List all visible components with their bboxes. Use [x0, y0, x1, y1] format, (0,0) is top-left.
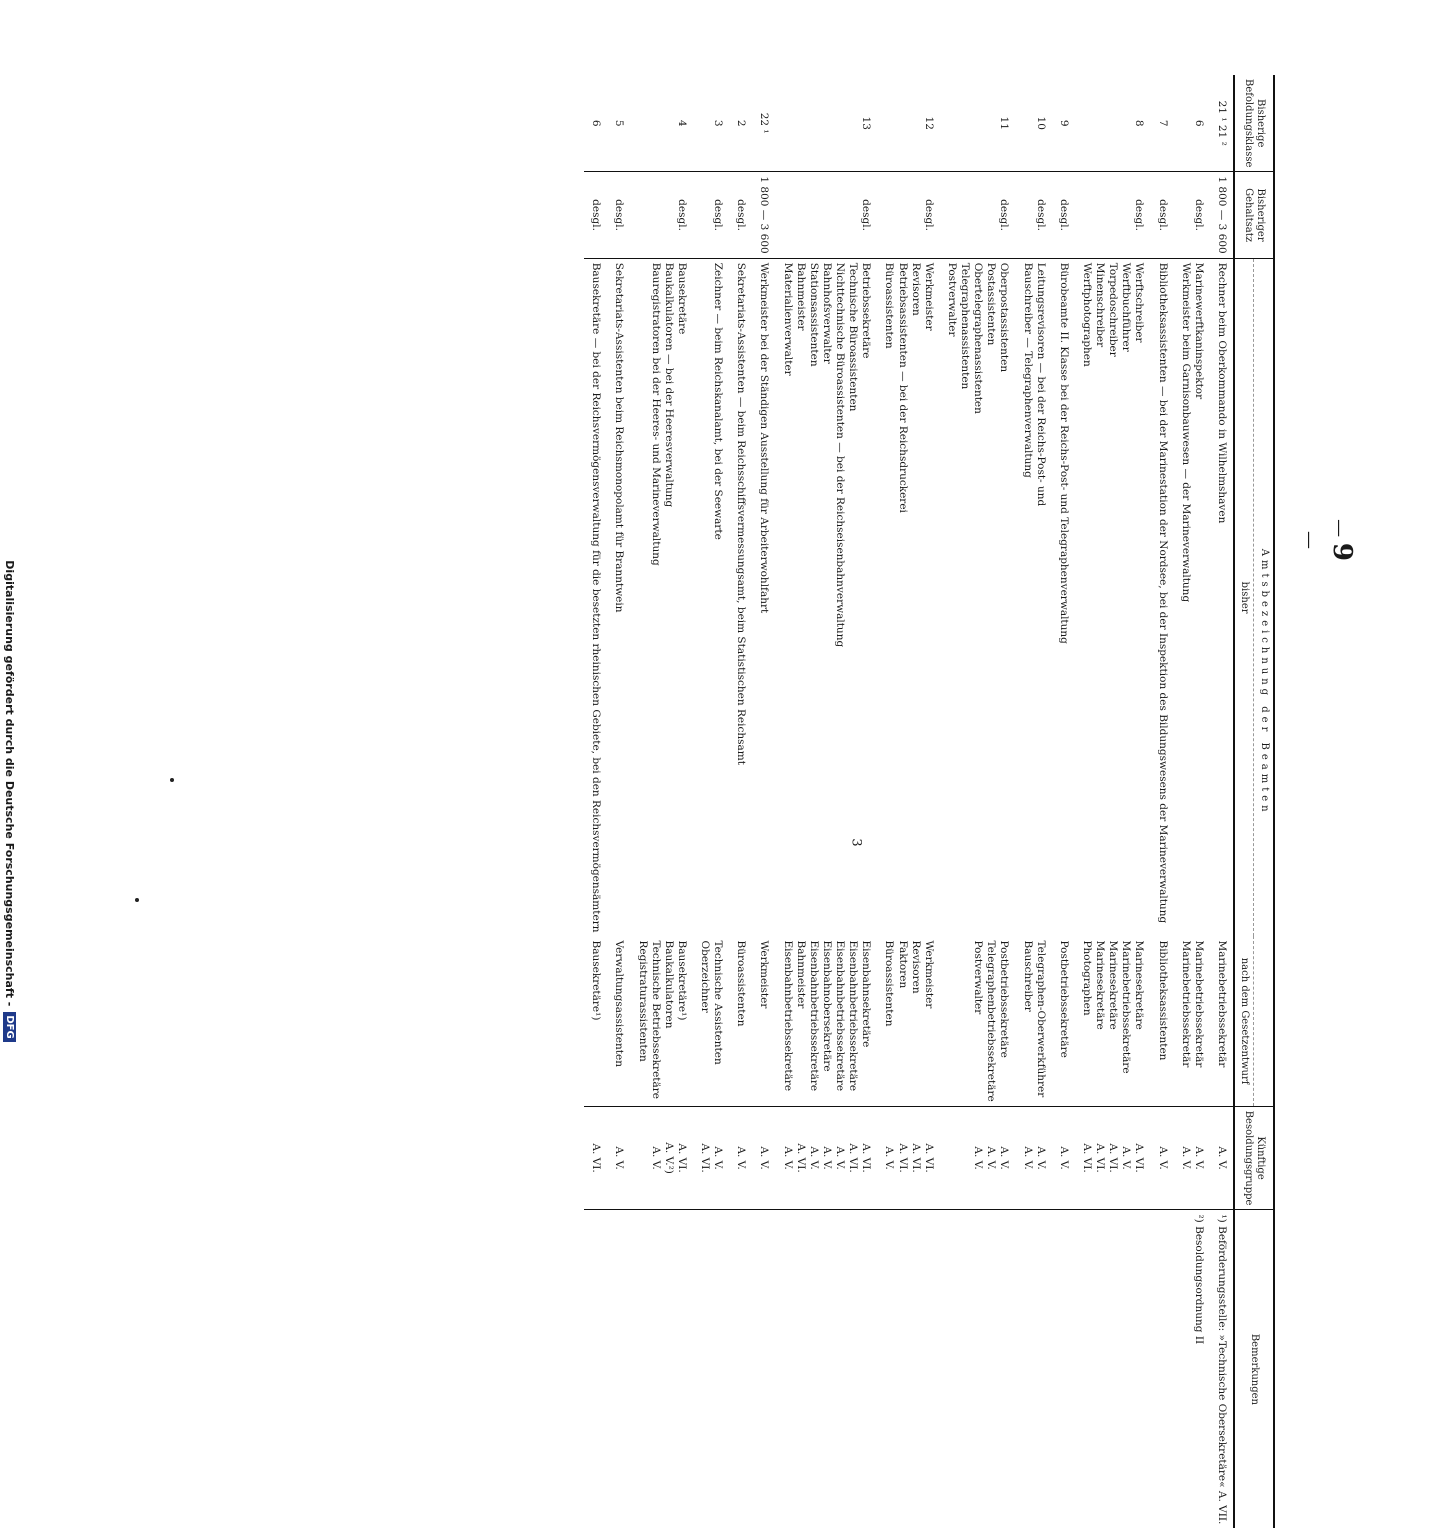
cell-group-line: A. VI.: [1094, 1143, 1107, 1173]
table-row: [940, 75, 1016, 1528]
cell-previous-title: [752, 258, 775, 936]
cell-previous-title-line: Technische Büroassistenten: [847, 262, 860, 412]
cell-remarks: [1016, 1210, 1052, 1528]
cell-salary-line: 1 800 — 3 600: [1216, 176, 1228, 254]
cell-previous-title-line: Bauschreiber — Telegraphenverwaltung: [1021, 262, 1034, 478]
cell-previous-title: [1174, 258, 1210, 936]
cell-class-line: 12: [922, 116, 935, 130]
cell-previous-title-line: Werkmeister beim Garnisonbauwesen — der Marineverwaltung: [1179, 262, 1192, 603]
cell-remarks: [1210, 1210, 1234, 1528]
cell-previous-title-line: Postverwalter: [946, 262, 958, 337]
table-row: [693, 75, 729, 1528]
cell-previous-title-line: Werkmeister bei der Ständigen Ausstellung für Arbeiterwohlfahrt: [758, 262, 771, 614]
cell-group-line: A. VI.: [1081, 1143, 1093, 1173]
cell-group-line: A. V.: [807, 1146, 820, 1170]
page-number: — 9 —: [1299, 519, 1357, 561]
cell-new-title-line: Marinebetriebssekretär: [1179, 940, 1192, 1068]
cell-group: [776, 1106, 878, 1210]
cell-group-line: A. V.: [1216, 1146, 1228, 1170]
cell-new-title-line: Bibliotheksassistenten: [1156, 940, 1169, 1061]
cell-new-title-line: Eisenbahnbetriebssekretäre: [781, 940, 794, 1092]
cell-class-line: 21 ¹ 21 ²: [1216, 100, 1228, 146]
cell-salary-line: desgl.: [1057, 199, 1070, 231]
page-number-value: 9: [1327, 542, 1357, 561]
cell-group: [940, 1106, 1016, 1210]
cell-previous-title-line: Baukalkulatoren — bei der Heeresverwaltung: [662, 262, 675, 508]
table-row: [631, 75, 694, 1528]
cell-salary-line: desgl.: [735, 199, 748, 231]
cell-new-title: [729, 936, 752, 1106]
table-row: [1174, 75, 1210, 1528]
cell-new-title-line: Marinesekretäre: [1133, 940, 1146, 1030]
cell-new-title: [1052, 936, 1075, 1106]
cell-group-line: A. V.: [1034, 1146, 1047, 1170]
cell-remarks: [584, 1210, 607, 1528]
table-row: [1052, 75, 1075, 1528]
cell-group-line: A. V.: [735, 1146, 748, 1170]
cell-class-line: 3: [712, 119, 725, 127]
table-row: [607, 75, 630, 1528]
cell-new-title-line: Marinebetriebssekretär: [1192, 940, 1205, 1068]
cell-group-line: A. V.²): [662, 1142, 675, 1174]
cell-new-title-line: Marinesekretäre: [1107, 940, 1120, 1030]
cell-class: [1075, 75, 1151, 172]
cell-new-title-line: Postverwalter: [972, 940, 985, 1015]
table-row: [776, 75, 878, 1528]
funding-note: [0, 303, 20, 1299]
cell-group-line: A. VI.: [1133, 1143, 1146, 1173]
cell-new-title: [607, 936, 630, 1106]
cell-new-title-line: Registraturassistenten: [636, 940, 649, 1062]
cell-group: [752, 1106, 775, 1210]
cell-previous-title-line: Betriebsassistenten — bei der Reichsdruckerei: [896, 262, 909, 513]
cell-group: [1151, 1106, 1174, 1210]
cell-salary: [1151, 172, 1174, 258]
table-row: [752, 75, 775, 1528]
cell-class-line: 11: [998, 116, 1011, 130]
cell-previous-title: [1016, 258, 1052, 936]
cell-class: [1016, 75, 1052, 172]
cell-group-line: A. VI.: [1107, 1143, 1120, 1173]
cell-salary: [877, 172, 940, 258]
cell-salary-line: desgl.: [613, 199, 626, 231]
cell-class: [631, 75, 694, 172]
cell-group: [1174, 1106, 1210, 1210]
cell-previous-title-line: Leitungsrevisoren — bei der Reichs-Post- und: [1034, 262, 1047, 507]
cell-group-line: A. VI.: [847, 1143, 860, 1173]
cell-new-title: [1075, 936, 1151, 1106]
cell-group-line: A. VI.: [896, 1143, 909, 1173]
cell-remarks: [940, 1210, 1016, 1528]
cell-new-title-line: Marinebetriebssekretär: [1216, 940, 1228, 1068]
cell-salary: [1075, 172, 1151, 258]
cell-group-line: A. V.: [1156, 1146, 1169, 1170]
cell-new-title-line: Postbetriebssekretäre: [1057, 940, 1070, 1058]
cell-class-line: 22 ¹: [758, 112, 771, 134]
cell-salary-line: desgl.: [590, 199, 603, 231]
col-header-title: Amtsbezeichnung der Beamten: [1254, 258, 1274, 1106]
cell-previous-title-line: Minenschreiber: [1094, 262, 1107, 348]
cell-salary-line: desgl.: [860, 199, 873, 231]
cell-remarks: [776, 1210, 878, 1528]
cell-remarks: [1174, 1210, 1210, 1528]
cell-group: [729, 1106, 752, 1210]
cell-previous-title-line: Büroassistenten: [883, 262, 896, 349]
cell-class: [1052, 75, 1075, 172]
cell-new-title: [1174, 936, 1210, 1106]
cell-salary-line: desgl.: [1034, 199, 1047, 231]
cell-new-title-line: Technische Assistenten: [712, 940, 725, 1065]
cell-new-title-line: Werkmeister: [922, 940, 935, 1009]
cell-new-title-line: Technische Betriebssekretäre: [649, 940, 662, 1099]
document-table-area: [175, 75, 1275, 1525]
cell-remarks: [729, 1210, 752, 1528]
cell-class: [584, 75, 607, 172]
col-header-salary: Bisheriger Gehaltsatz: [1234, 172, 1274, 258]
cell-new-title-line: Büroassistenten: [883, 940, 896, 1027]
cell-group-line: A. V.: [883, 1146, 896, 1170]
cell-class-line: 7: [1156, 119, 1169, 127]
cell-new-title-line: Marinebetriebssekretäre: [1120, 940, 1133, 1074]
cell-class-line: 13: [860, 116, 873, 130]
cell-remarks: [1052, 1210, 1075, 1528]
cell-class: [607, 75, 630, 172]
cell-remarks: [877, 1210, 940, 1528]
table-row: [877, 75, 940, 1528]
cell-previous-title-line: Betriebssekretäre: [860, 262, 873, 359]
cell-previous-title: [776, 258, 878, 936]
cell-new-title: [631, 936, 694, 1106]
cell-new-title-line: Werkmeister: [758, 940, 771, 1009]
cell-remarks: [1151, 1210, 1174, 1528]
cell-new-title-line: Marinesekretäre: [1094, 940, 1107, 1030]
cell-previous-title: [584, 258, 607, 936]
cell-new-title-line: Telegraphenbetriebssekretäre: [985, 940, 998, 1102]
cell-salary: [1052, 172, 1075, 258]
cell-new-title-line: Eisenbahnobersekretäre: [821, 940, 833, 1072]
salary-table: [584, 75, 1275, 1528]
cell-previous-title-line: Rechner beim Oberkommando in Wilhelmshaven: [1216, 262, 1228, 524]
cell-group-line: A. V.: [1192, 1146, 1205, 1170]
cell-group: [1075, 1106, 1151, 1210]
cell-new-title-line: Photographen: [1081, 940, 1093, 1016]
cell-class-line: 9: [1057, 119, 1070, 127]
cell-new-title-line: Baukalkulatoren: [662, 940, 675, 1029]
table-body: [584, 75, 1234, 1528]
cell-salary: [607, 172, 630, 258]
cell-group-line: A. V.: [613, 1146, 626, 1170]
cell-previous-title-line: Obertelegraphenassistenten: [972, 262, 985, 414]
cell-class: [1210, 75, 1234, 172]
ink-dot: [135, 898, 139, 902]
dfg-logo: DFG: [4, 1012, 17, 1041]
cell-new-title-line: Bausekretäre¹): [676, 940, 688, 1021]
cell-new-title: [693, 936, 729, 1106]
cell-class: [693, 75, 729, 172]
cell-class-line: 2: [735, 119, 748, 127]
cell-class: [752, 75, 775, 172]
cell-previous-title-line: Marinewerftkaninspektor: [1192, 262, 1205, 400]
cell-previous-title-line: Bausekretäre — bei der Reichsvermögensverwaltung für die besetzten rheinischen Gebiete, bei den Reichsvermögensämtern: [590, 262, 603, 933]
cell-remarks: [693, 1210, 729, 1528]
cell-previous-title: [1210, 258, 1234, 936]
cell-class-line: 10: [1034, 116, 1047, 130]
cell-group: [693, 1106, 729, 1210]
cell-group-line: A. V.: [649, 1146, 662, 1170]
cell-salary-line: desgl.: [1192, 199, 1205, 231]
cell-previous-title-line: Zeichner — beim Reichskanalamt, bei der Seewarte: [712, 262, 725, 540]
table-row: [1016, 75, 1052, 1528]
cell-previous-title-line: Bibliotheksassistenten — bei der Marinestation der Nordsee, bei der Inspektion des Bildungswesens der Marineverwaltung: [1156, 262, 1169, 924]
cell-group-line: A. V.: [1021, 1146, 1034, 1170]
cell-previous-title: [631, 258, 694, 936]
cell-previous-title-line: Oberpostassistenten: [998, 262, 1011, 373]
cell-previous-title-line: Werftphotographen: [1081, 262, 1093, 367]
cell-new-title-line: Bausekretäre¹): [590, 940, 603, 1021]
cell-previous-title: [1075, 258, 1151, 936]
col-header-group: Künftige Besoldungsgruppe: [1234, 1106, 1274, 1210]
cell-new-title-line: Eisenbahnsekretäre: [860, 940, 873, 1048]
col-header-remarks: Bemerkungen: [1234, 1210, 1274, 1528]
cell-salary: [693, 172, 729, 258]
rotated-page-content: [175, 75, 1275, 1525]
cell-group: [1052, 1106, 1075, 1210]
cell-class-line: 5: [613, 119, 626, 127]
cell-new-title: [1210, 936, 1234, 1106]
cell-class: [1174, 75, 1210, 172]
cell-salary-line: desgl.: [712, 199, 725, 231]
cell-previous-title-line: Werkmeister: [922, 262, 935, 331]
cell-salary: [940, 172, 1016, 258]
cell-previous-title-line: Werftbuchführer: [1120, 262, 1133, 352]
cell-group-line: A. V.: [781, 1146, 794, 1170]
cell-previous-title-line: Torpedoschreiber: [1107, 262, 1120, 357]
cell-group: [607, 1106, 630, 1210]
cell-class-line: 4: [676, 119, 688, 127]
cell-salary-line: desgl.: [1156, 199, 1169, 231]
col-header-class: Bisherige Befoldungsklasse: [1234, 75, 1274, 172]
cell-previous-title-line: Stationsassistenten: [807, 262, 820, 367]
cell-new-title-line: Faktoren: [896, 940, 909, 989]
cell-group: [631, 1106, 694, 1210]
cell-class: [776, 75, 878, 172]
cell-new-title-line: Eisenbahnbetriebssekretäre: [807, 940, 820, 1092]
col-header-previous: bisher: [1234, 258, 1254, 936]
cell-group-line: A. VI.: [699, 1143, 712, 1173]
cell-group-line: A. V.: [821, 1146, 833, 1170]
cell-salary-line: 1 800 — 3 600: [758, 176, 771, 254]
cell-previous-title-line: Bahnhofsverwalter: [821, 262, 833, 364]
cell-previous-title: [877, 258, 940, 936]
cell-previous-title: [607, 258, 630, 936]
cell-group-line: A. V.: [834, 1146, 847, 1170]
cell-previous-title: [729, 258, 752, 936]
table-row: [1210, 75, 1234, 1528]
table-row: [729, 75, 752, 1528]
cell-group-line: A. VI.: [794, 1143, 807, 1173]
ink-dot: [170, 778, 174, 782]
cell-group-line: A. V.: [985, 1146, 998, 1170]
cell-new-title-line: Telegraphen-Oberwerkführer: [1034, 940, 1047, 1098]
cell-group-line: A. VI.: [860, 1143, 873, 1173]
cell-group-line: A. VI.: [922, 1143, 935, 1173]
cell-new-title: [877, 936, 940, 1106]
cell-group-line: A. V.: [1179, 1146, 1192, 1170]
cell-group-line: A. VI.: [590, 1143, 603, 1173]
cell-group: [584, 1106, 607, 1210]
cell-new-title: [1016, 936, 1052, 1106]
cell-group-line: A. V.: [1120, 1146, 1133, 1170]
table-row: [1151, 75, 1174, 1528]
cell-previous-title-line: Revisoren: [909, 262, 922, 316]
cell-previous-title-line: Bahnmeister: [794, 262, 807, 331]
cell-new-title-line: Bauschreiber: [1021, 940, 1034, 1012]
cell-group-line: A. V.: [1057, 1146, 1070, 1170]
cell-salary-line: desgl.: [676, 199, 688, 231]
cell-new-title-line: Eisenbahnbetriebssekretäre: [847, 940, 860, 1092]
cell-new-title: [776, 936, 878, 1106]
cell-group: [877, 1106, 940, 1210]
cell-group: [1210, 1106, 1234, 1210]
cell-previous-title-line: Materialienverwalter: [781, 262, 794, 376]
cell-class-line: 6: [1192, 119, 1205, 127]
cell-remarks: [607, 1210, 630, 1528]
cell-group-line: A. VI.: [909, 1143, 922, 1173]
cell-remarks: [1075, 1210, 1151, 1528]
cell-previous-title-line: Sekretariats-Assistenten — beim Reichsschiffsvermessungsamt, beim Statistischen Reichsamt: [735, 262, 748, 765]
cell-new-title-line: Eisenbahnbetriebssekretäre: [834, 940, 847, 1092]
cell-new-title-line: Postbetriebssekretäre: [998, 940, 1011, 1058]
cell-previous-title-line: Bürobeamte II. Klasse bei der Reichs-Post- und Telegraphenverwaltung: [1057, 262, 1070, 644]
cell-group-line: A. V.: [712, 1146, 725, 1170]
cell-class-line: 8: [1133, 119, 1146, 127]
cell-new-title-line: Bahnmeister: [794, 940, 807, 1009]
cell-salary: [1174, 172, 1210, 258]
cell-remarks-line: ¹) Beförderungsstelle: »Technische Obersekretäre« A. VII.: [1216, 1214, 1228, 1525]
cell-group-line: A. V.: [998, 1146, 1011, 1170]
cell-class: [729, 75, 752, 172]
cell-previous-title-line: Bausekretäre: [676, 262, 688, 335]
cell-salary-line: desgl.: [998, 199, 1011, 231]
cell-salary: [584, 172, 607, 258]
cell-salary-line: desgl.: [922, 199, 935, 231]
cell-new-title: [584, 936, 607, 1106]
cell-new-title-line: Verwaltungsassistenten: [613, 940, 626, 1067]
cell-salary: [729, 172, 752, 258]
cell-previous-title-line: Postassistenten: [985, 262, 998, 346]
cell-previous-title: [1052, 258, 1075, 936]
cell-remarks: [752, 1210, 775, 1528]
col-header-new: nach dem Gesetzentwurf: [1234, 936, 1254, 1106]
cell-group-line: A. V.: [972, 1146, 985, 1170]
cell-class: [877, 75, 940, 172]
cell-salary: [631, 172, 694, 258]
cell-previous-title-line: Werftschreiber: [1133, 262, 1146, 343]
funding-note-text: Digitalisierung gefördert durch die Deutsche Forschungsgemeinschaft -: [3, 560, 17, 1007]
table-row: [584, 75, 607, 1528]
cell-previous-title-line: Nichttechnische Büroassistenten — bei der Reichseisenbahnverwaltung: [834, 262, 847, 648]
cell-previous-title-line: Bauregistratoren bei der Heeres- und Marineverwaltung: [649, 262, 662, 566]
cell-new-title-line: Oberzeichner: [699, 940, 712, 1013]
cell-class: [1151, 75, 1174, 172]
cell-previous-title-line: Sekretariats-Assistenten beim Reichsmonopolamt für Branntwein: [613, 262, 626, 613]
cell-salary-line: desgl.: [1133, 199, 1146, 231]
cell-new-title: [1151, 936, 1174, 1106]
cell-group-line: A. VI.: [676, 1143, 688, 1173]
cell-group-line: A. V.: [758, 1146, 771, 1170]
cell-salary: [776, 172, 878, 258]
cell-new-title-line: Revisoren: [909, 940, 922, 994]
cell-previous-title-line: Telegraphenassistenten: [959, 262, 972, 390]
sheet-mark: 3: [848, 838, 864, 847]
cell-previous-title: [1151, 258, 1174, 936]
cell-previous-title: [940, 258, 1016, 936]
cell-new-title-line: Büroassistenten: [735, 940, 748, 1027]
cell-salary: [1016, 172, 1052, 258]
cell-salary: [1210, 172, 1234, 258]
cell-remarks-line: ²) Besoldungsordnung II: [1192, 1214, 1205, 1345]
cell-new-title: [940, 936, 1016, 1106]
cell-new-title: [752, 936, 775, 1106]
cell-group: [1016, 1106, 1052, 1210]
table-row: [1075, 75, 1151, 1528]
cell-salary: [752, 172, 775, 258]
cell-class-line: 6: [590, 119, 603, 127]
cell-previous-title: [693, 258, 729, 936]
cell-remarks: [631, 1210, 694, 1528]
cell-class: [940, 75, 1016, 172]
